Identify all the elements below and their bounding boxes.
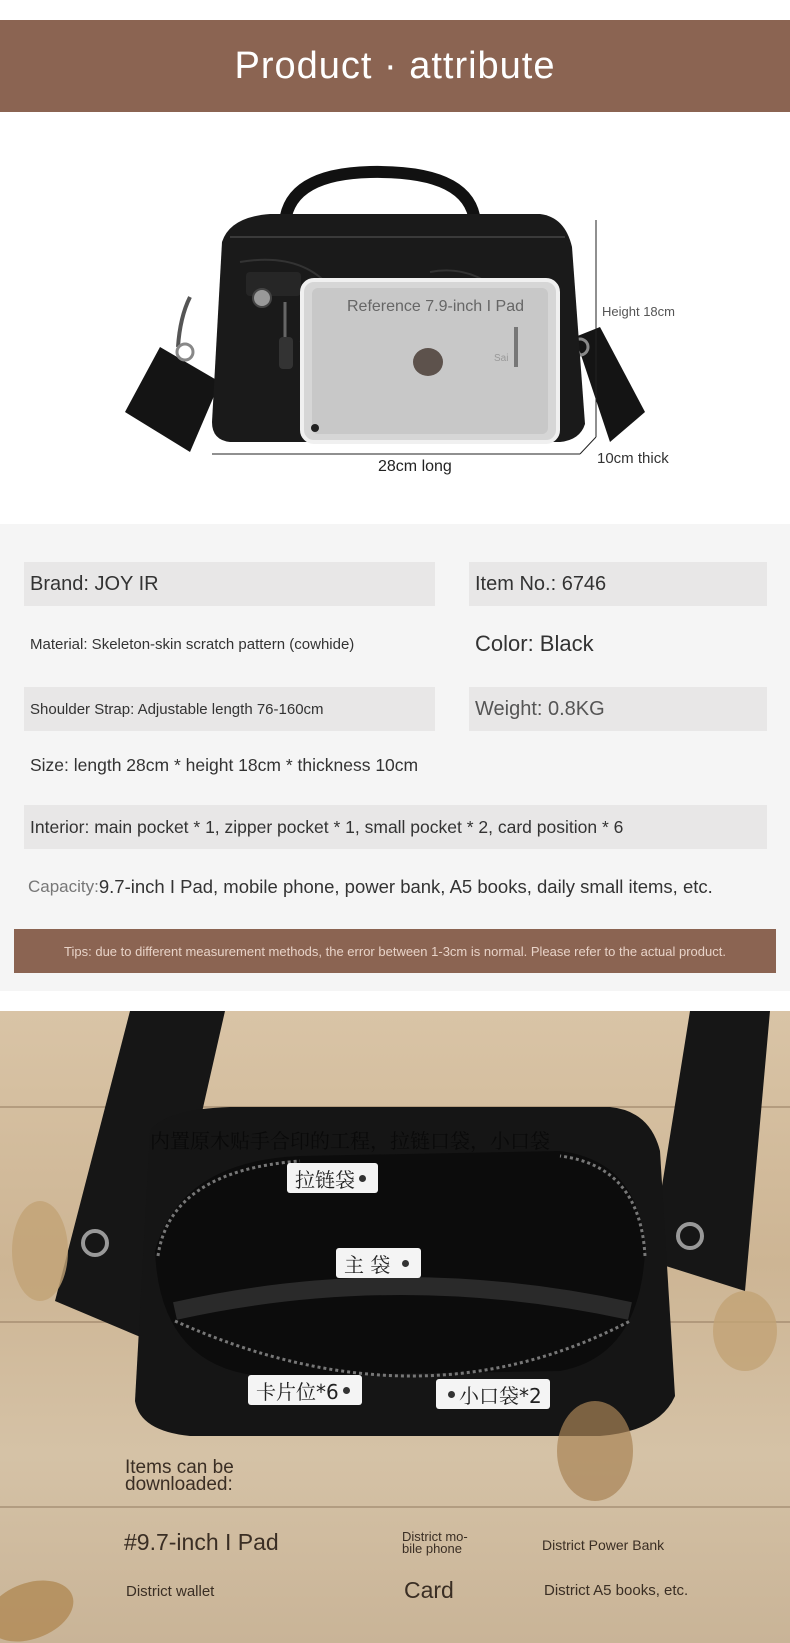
product-dimension-photo (0, 112, 790, 522)
item-card: Card (404, 1577, 454, 1603)
height-label: Height 18cm (602, 304, 675, 319)
page-title: Product · attribute (234, 44, 556, 87)
thickness-label: 10cm thick (597, 450, 669, 467)
shoulder-strap-cell: Shoulder Strap: Adjustable length 76-160cm (24, 687, 435, 731)
item-power-bank: District Power Bank (542, 1537, 665, 1553)
length-label: 28cm long (378, 458, 452, 475)
zipper-pocket-label: 拉链袋 (295, 1167, 355, 1192)
card-slots-label: 卡片位*6 (256, 1379, 339, 1404)
material-cell: Material: Skeleton-skin scratch pattern (cowhide) (30, 635, 355, 653)
attribute-table (0, 524, 790, 991)
header-banner (0, 20, 790, 112)
open-bag-illustration (0, 1011, 790, 1643)
interior-photo (0, 1011, 790, 1643)
item-books: District A5 books, etc. (544, 1582, 689, 1599)
card-slots-tag (248, 1375, 362, 1405)
zipper-pocket-tag (287, 1163, 378, 1193)
item-ipad: #9.7-inch I Pad (124, 1529, 279, 1555)
interior-cell: Interior: main pocket * 1, zipper pocket * 1, small pocket * 2, card position * 6 (24, 805, 767, 849)
ipad-reference-label: Reference 7.9-inch I Pad (347, 298, 524, 315)
item-number-cell: Item No.: 6746 (469, 562, 767, 606)
color-cell: Color: Black (475, 631, 594, 656)
small-pocket-tag (436, 1379, 550, 1409)
capacity-value: 9.7-inch I Pad, mobile phone, power bank, A5 books, daily small items, etc. (98, 876, 713, 897)
capacity-cell (22, 865, 782, 909)
item-phone: District mo- bile phone (402, 1529, 468, 1556)
size-cell: Size: length 28cm * height 18cm * thickness 10cm (30, 754, 419, 775)
ipad-logo-text: Sai (494, 353, 509, 364)
main-pocket-label: 主 袋 (344, 1252, 391, 1277)
tips-banner: Tips: due to different measurement methods, the error between 1-3cm is normal. Please refer to the actual product. (14, 929, 776, 973)
capacity-label: Capacity: (28, 877, 99, 896)
interior-overlay-title: 内置原木贴手合印的工程，拉链口袋，小口袋 (150, 1129, 550, 1153)
brand-cell: Brand: JOY IR (24, 562, 435, 606)
downloadable-heading: Items can be downloaded: (125, 1457, 234, 1495)
weight-cell: Weight: 0.8KG (469, 687, 767, 731)
main-pocket-tag (336, 1248, 421, 1278)
item-wallet: District wallet (126, 1583, 215, 1600)
small-pocket-label: 小口袋*2 (459, 1383, 542, 1408)
